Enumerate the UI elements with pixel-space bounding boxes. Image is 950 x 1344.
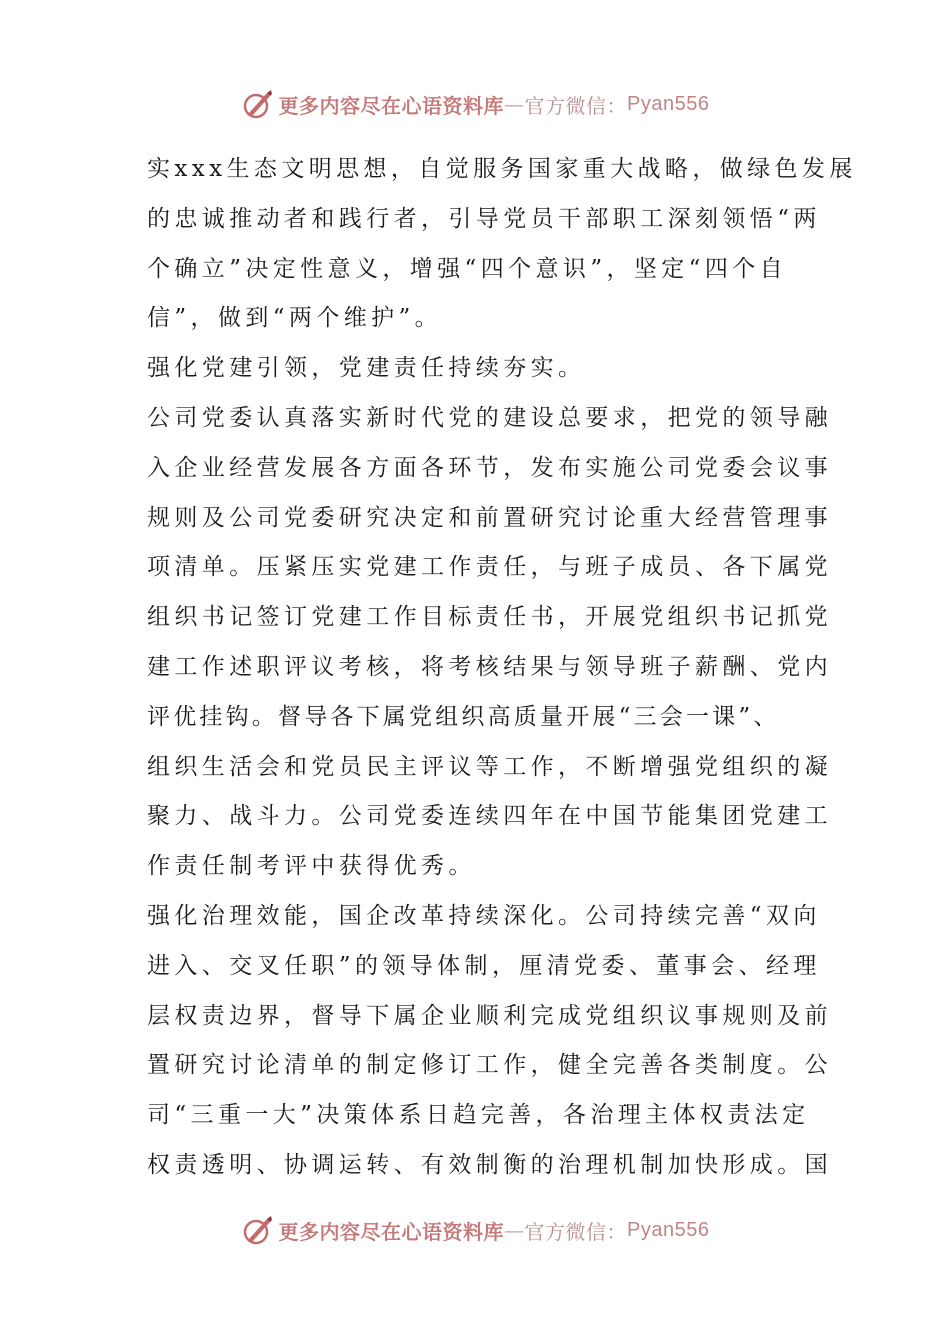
watermark-separator: — bbox=[504, 92, 525, 116]
text-line: 权责透明、协调运转、有效制衡的治理机制加快形成。国 bbox=[147, 1151, 832, 1178]
watermark-brand: 更多内容尽在心语资料库 bbox=[278, 1219, 505, 1244]
watermark-official-label: 官方微信： bbox=[524, 1219, 628, 1244]
text-line: 实xxx生态文明思想，自觉服务国家重大战略，做绿色发展 bbox=[147, 156, 857, 182]
document-body bbox=[147, 145, 857, 1191]
pen-logo-icon bbox=[241, 1213, 275, 1247]
watermark-official-label: 官方微信： bbox=[524, 93, 628, 118]
text-line: 入企业经营发展各方面各环节，发布实施公司党委会议事 bbox=[147, 454, 832, 481]
text-line: 信”，做到“两个维护”。 bbox=[147, 305, 443, 332]
footer-watermark bbox=[0, 1210, 950, 1250]
text-line: 作责任制考评中获得优秀。 bbox=[147, 853, 476, 880]
text-line: 公司党委认真落实新时代党的建设总要求，把党的领导融 bbox=[147, 404, 832, 431]
text-line: 组织生活会和党员民主评议等工作，不断增强党组织的凝 bbox=[147, 753, 832, 780]
text-line: 置研究讨论清单的制定修订工作，健全完善各类制度。公 bbox=[147, 1052, 832, 1079]
watermark-separator: — bbox=[504, 1218, 525, 1242]
watermark-brand: 更多内容尽在心语资料库 bbox=[278, 93, 505, 118]
text-line: 司“三重一大”决策体系日趋完善，各治理主体权责法定 bbox=[147, 1102, 810, 1129]
section-heading: 强化党建引领，党建责任持续夯实。 bbox=[147, 355, 586, 382]
text-line: 层权责边界，督导下属企业顺利完成党组织议事规则及前 bbox=[147, 1002, 832, 1029]
text-line: 聚力、战斗力。公司党委连续四年在中国节能集团党建工 bbox=[147, 803, 832, 830]
watermark-wechat-id: Pyan556 bbox=[627, 92, 710, 115]
header-watermark bbox=[0, 84, 950, 124]
text-line: 进入、交叉任职”的领导体制，厘清党委、董事会、经理 bbox=[147, 952, 821, 979]
text-line: 强化治理效能，国企改革持续深化。公司持续完善“双向 bbox=[147, 902, 821, 929]
text-line: 的忠诚推动者和践行者，引导党员干部职工深刻领悟“两 bbox=[147, 205, 821, 232]
text-line: 个确立”决定性意义，增强“四个意识”，坚定“四个自 bbox=[147, 255, 788, 282]
text-line: 规则及公司党委研究决定和前置研究讨论重大经营管理事 bbox=[147, 504, 832, 531]
text-line: 组织书记签订党建工作目标责任书，开展党组织书记抓党 bbox=[147, 604, 832, 631]
text-line: 项清单。压紧压实党建工作责任，与班子成员、各下属党 bbox=[147, 554, 832, 581]
watermark-wechat-id: Pyan556 bbox=[627, 1218, 710, 1241]
pen-logo-icon bbox=[241, 87, 275, 121]
text-line: 建工作述职评议考核，将考核结果与领导班子薪酬、党内 bbox=[147, 653, 832, 680]
text-line: 评优挂钩。督导各下属党组织高质量开展“三会一课”、 bbox=[147, 703, 780, 730]
